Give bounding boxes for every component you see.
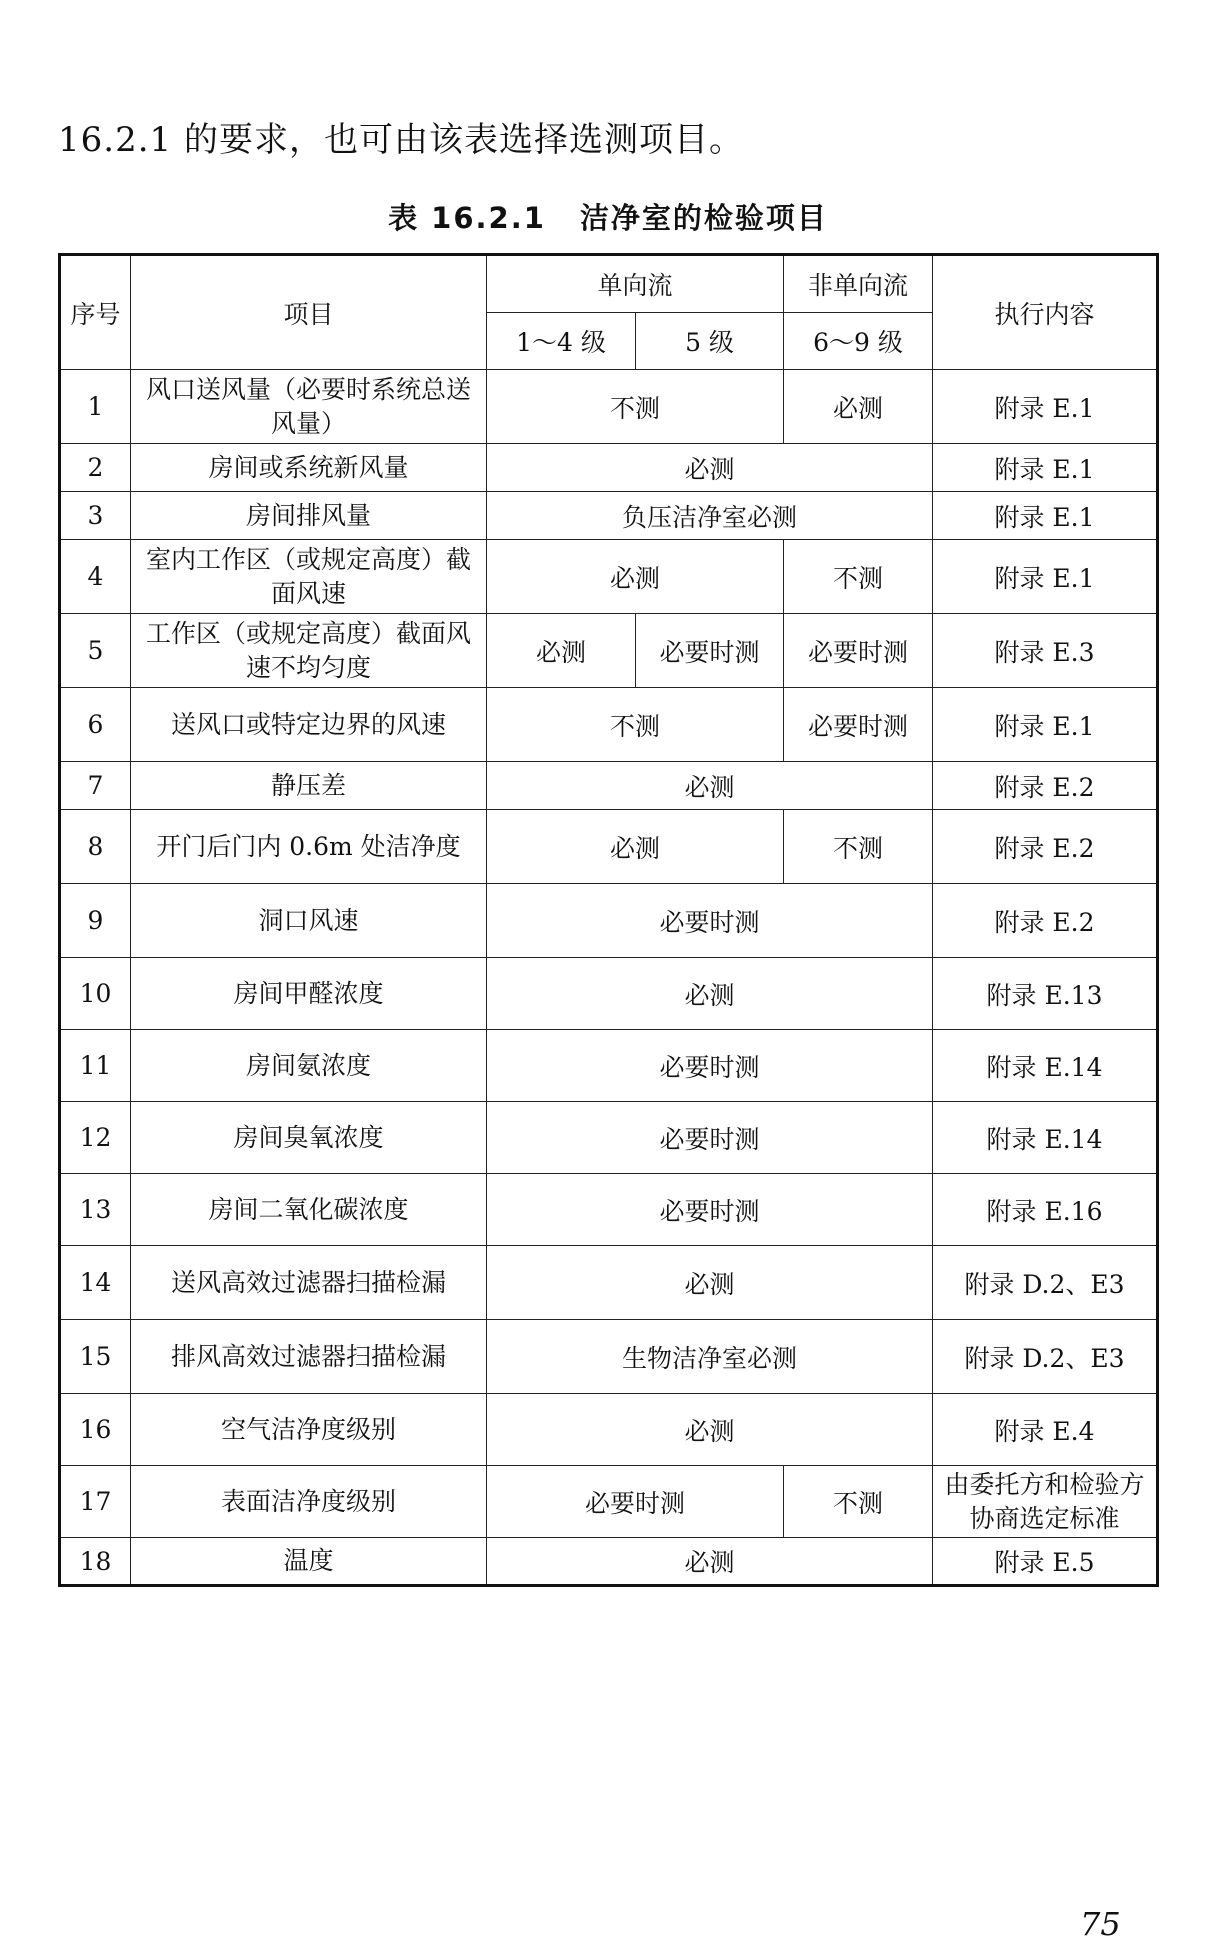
header-grade-5: 5 级 <box>636 313 784 370</box>
table-caption-title: 洁净室的检验项目 <box>579 201 828 235</box>
table-row <box>60 810 1158 884</box>
row-item: 静压差 <box>131 762 487 810</box>
requirement-cell: 不测 <box>487 688 784 762</box>
requirement-cell: 必测 <box>487 614 636 688</box>
row-content: 附录 D.2、E3 <box>933 1320 1158 1394</box>
row-number: 16 <box>60 1394 131 1466</box>
row-content: 附录 E.2 <box>933 762 1158 810</box>
row-content: 附录 E.13 <box>933 958 1158 1030</box>
table-caption <box>0 196 1216 237</box>
table-caption-number: 表 16.2.1 <box>388 201 546 235</box>
row-item: 房间氨浓度 <box>131 1030 487 1102</box>
row-item: 室内工作区（或规定高度）截面风速 <box>131 540 487 614</box>
row-content: 附录 E.16 <box>933 1174 1158 1246</box>
row-number: 2 <box>60 444 131 492</box>
table-row <box>60 884 1158 958</box>
row-number: 17 <box>60 1466 131 1538</box>
row-item: 送风高效过滤器扫描检漏 <box>131 1246 487 1320</box>
requirement-cell: 不测 <box>784 810 933 884</box>
row-number: 4 <box>60 540 131 614</box>
row-number: 10 <box>60 958 131 1030</box>
requirement-cell: 必测 <box>487 958 933 1030</box>
requirement-cell: 不测 <box>784 1466 933 1538</box>
requirement-cell: 必要时测 <box>784 614 933 688</box>
requirement-cell: 必要时测 <box>487 884 933 958</box>
row-item: 表面洁净度级别 <box>131 1466 487 1538</box>
header-grade-1-4: 1～4 级 <box>487 313 636 370</box>
row-item: 开门后门内 0.6m 处洁净度 <box>131 810 487 884</box>
row-content: 附录 E.14 <box>933 1102 1158 1174</box>
table-row <box>60 1538 1158 1586</box>
inspection-items-table <box>58 253 1159 1587</box>
requirement-cell: 必要时测 <box>784 688 933 762</box>
row-content: 附录 E.14 <box>933 1030 1158 1102</box>
table-row <box>60 1174 1158 1246</box>
row-number: 15 <box>60 1320 131 1394</box>
row-content: 附录 E.2 <box>933 810 1158 884</box>
row-content: 附录 E.1 <box>933 540 1158 614</box>
row-content: 附录 E.1 <box>933 492 1158 540</box>
row-item: 房间或系统新风量 <box>131 444 487 492</box>
row-item: 风口送风量（必要时系统总送风量） <box>131 370 487 444</box>
requirement-cell: 必要时测 <box>487 1030 933 1102</box>
requirement-cell: 不测 <box>487 370 784 444</box>
row-content: 附录 E.2 <box>933 884 1158 958</box>
intro-text: 16.2.1 的要求，也可由该表选择选测项目。 <box>58 120 744 160</box>
row-number: 7 <box>60 762 131 810</box>
header-seq: 序号 <box>60 255 131 370</box>
row-number: 9 <box>60 884 131 958</box>
header-item: 项目 <box>131 255 487 370</box>
table-body <box>60 370 1158 1586</box>
row-content: 由委托方和检验方协商选定标准 <box>933 1466 1158 1538</box>
table-row <box>60 540 1158 614</box>
row-item: 温度 <box>131 1538 487 1586</box>
row-content: 附录 E.4 <box>933 1394 1158 1466</box>
requirement-cell: 必要时测 <box>487 1174 933 1246</box>
table-row <box>60 762 1158 810</box>
row-item: 洞口风速 <box>131 884 487 958</box>
table-row <box>60 1030 1158 1102</box>
row-number: 1 <box>60 370 131 444</box>
table-row <box>60 1466 1158 1538</box>
row-content: 附录 E.3 <box>933 614 1158 688</box>
table-row <box>60 370 1158 444</box>
table-row <box>60 492 1158 540</box>
row-content: 附录 E.1 <box>933 688 1158 762</box>
row-number: 5 <box>60 614 131 688</box>
page-number: 75 <box>1080 1905 1121 1943</box>
row-number: 12 <box>60 1102 131 1174</box>
table-row <box>60 958 1158 1030</box>
requirement-cell: 必测 <box>487 444 933 492</box>
row-number: 3 <box>60 492 131 540</box>
row-number: 6 <box>60 688 131 762</box>
requirement-cell: 生物洁净室必测 <box>487 1320 933 1394</box>
row-number: 13 <box>60 1174 131 1246</box>
requirement-cell: 必测 <box>487 762 933 810</box>
header-unidirectional-flow: 单向流 <box>487 255 784 313</box>
requirement-cell: 必要时测 <box>487 1102 933 1174</box>
table-row <box>60 1320 1158 1394</box>
row-content: 附录 E.1 <box>933 370 1158 444</box>
table-row <box>60 1394 1158 1466</box>
requirement-cell: 必要时测 <box>636 614 784 688</box>
requirement-cell: 负压洁净室必测 <box>487 492 933 540</box>
table-row <box>60 688 1158 762</box>
table-row <box>60 1102 1158 1174</box>
row-item: 工作区（或规定高度）截面风速不均匀度 <box>131 614 487 688</box>
row-number: 14 <box>60 1246 131 1320</box>
row-item: 房间臭氧浓度 <box>131 1102 487 1174</box>
requirement-cell: 必测 <box>487 810 784 884</box>
row-number: 8 <box>60 810 131 884</box>
requirement-cell: 必要时测 <box>487 1466 784 1538</box>
header-execution-content: 执行内容 <box>933 255 1158 370</box>
requirement-cell: 必测 <box>487 1246 933 1320</box>
row-item: 房间排风量 <box>131 492 487 540</box>
requirement-cell: 不测 <box>784 540 933 614</box>
row-number: 18 <box>60 1538 131 1586</box>
requirement-cell: 必测 <box>487 1538 933 1586</box>
row-content: 附录 D.2、E3 <box>933 1246 1158 1320</box>
row-item: 送风口或特定边界的风速 <box>131 688 487 762</box>
row-item: 房间甲醛浓度 <box>131 958 487 1030</box>
row-number: 11 <box>60 1030 131 1102</box>
requirement-cell: 必测 <box>487 540 784 614</box>
requirement-cell: 必测 <box>487 1394 933 1466</box>
table-row <box>60 1246 1158 1320</box>
header-non-unidirectional-flow: 非单向流 <box>784 255 933 313</box>
row-content: 附录 E.1 <box>933 444 1158 492</box>
table-row <box>60 614 1158 688</box>
row-item: 空气洁净度级别 <box>131 1394 487 1466</box>
table-row <box>60 444 1158 492</box>
row-item: 排风高效过滤器扫描检漏 <box>131 1320 487 1394</box>
requirement-cell: 必测 <box>784 370 933 444</box>
row-content: 附录 E.5 <box>933 1538 1158 1586</box>
row-item: 房间二氧化碳浓度 <box>131 1174 487 1246</box>
header-grade-6-9: 6～9 级 <box>784 313 933 370</box>
